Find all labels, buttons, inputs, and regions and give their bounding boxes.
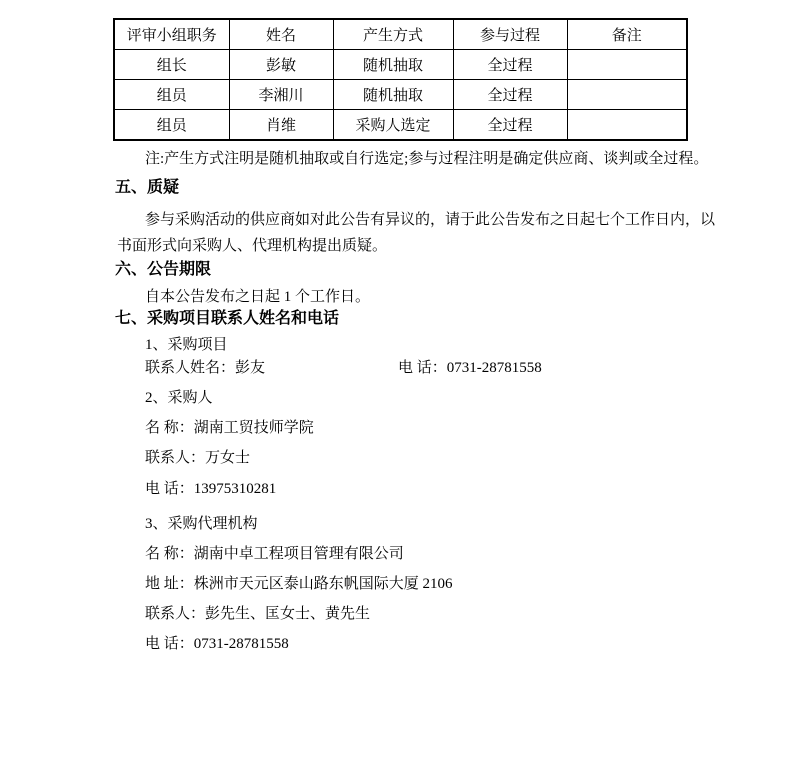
cell-remark <box>567 80 687 110</box>
section-6-heading: 六、公告期限 <box>115 261 212 278</box>
cell-name: 李湘川 <box>229 80 333 110</box>
review-panel-table <box>113 18 688 141</box>
section-5-heading: 五、质疑 <box>115 179 180 196</box>
cell-process: 全过程 <box>453 110 567 141</box>
purchaser-name: 名 称：湖南工贸技师学院 <box>145 420 314 436</box>
cell-role: 组员 <box>114 80 229 110</box>
table-header-row <box>114 19 687 50</box>
header-participation: 参与过程 <box>453 19 567 50</box>
cell-method: 随机抽取 <box>333 80 453 110</box>
project-item-label: 1、采购项目 <box>145 337 228 353</box>
cell-method: 采购人选定 <box>333 110 453 141</box>
purchaser-phone: 电 话：13975310281 <box>145 481 277 497</box>
table-row <box>114 110 687 141</box>
section-5-paragraph-line-2: 书面形式向采购人、代理机构提出质疑。 <box>117 238 388 254</box>
project-contact-name: 联系人姓名：彭友 <box>145 360 266 376</box>
cell-process: 全过程 <box>453 50 567 80</box>
agency-name: 名 称：湖南中卓工程项目管理有限公司 <box>145 546 404 562</box>
header-selection-method: 产生方式 <box>333 19 453 50</box>
table-note: 注:产生方式注明是随机抽取或自行选定;参与过程注明是确定供应商、谈判或全过程。 <box>145 151 709 167</box>
header-name: 姓名 <box>229 19 333 50</box>
table-row <box>114 80 687 110</box>
agency-phone: 电 话：0731-28781558 <box>145 636 289 652</box>
section-5-paragraph-line-1: 参与采购活动的供应商如对此公告有异议的，请于此公告发布之日起七个工作日内，以 <box>145 212 716 228</box>
cell-process: 全过程 <box>453 80 567 110</box>
cell-remark <box>567 110 687 141</box>
project-phone: 电 话：0731-28781558 <box>398 360 542 376</box>
section-7-heading: 七、采购项目联系人姓名和电话 <box>115 310 340 327</box>
cell-method: 随机抽取 <box>333 50 453 80</box>
agency-contact: 联系人：彭先生、匡女士、黄先生 <box>145 606 371 622</box>
cell-name: 肖维 <box>229 110 333 141</box>
header-panel-role: 评审小组职务 <box>114 19 229 50</box>
cell-role: 组员 <box>114 110 229 141</box>
cell-name: 彭敏 <box>229 50 333 80</box>
agency-item-label: 3、采购代理机构 <box>145 516 258 532</box>
section-6-body: 自本公告发布之日起 1 个工作日。 <box>145 289 371 305</box>
cell-remark <box>567 50 687 80</box>
table-row <box>114 50 687 80</box>
agency-address: 地 址：株洲市天元区泰山路东帆国际大厦 2106 <box>145 576 453 592</box>
purchaser-contact: 联系人：万女士 <box>145 450 251 466</box>
header-remarks: 备注 <box>567 19 687 50</box>
purchaser-item-label: 2、采购人 <box>145 390 213 406</box>
cell-role: 组长 <box>114 50 229 80</box>
